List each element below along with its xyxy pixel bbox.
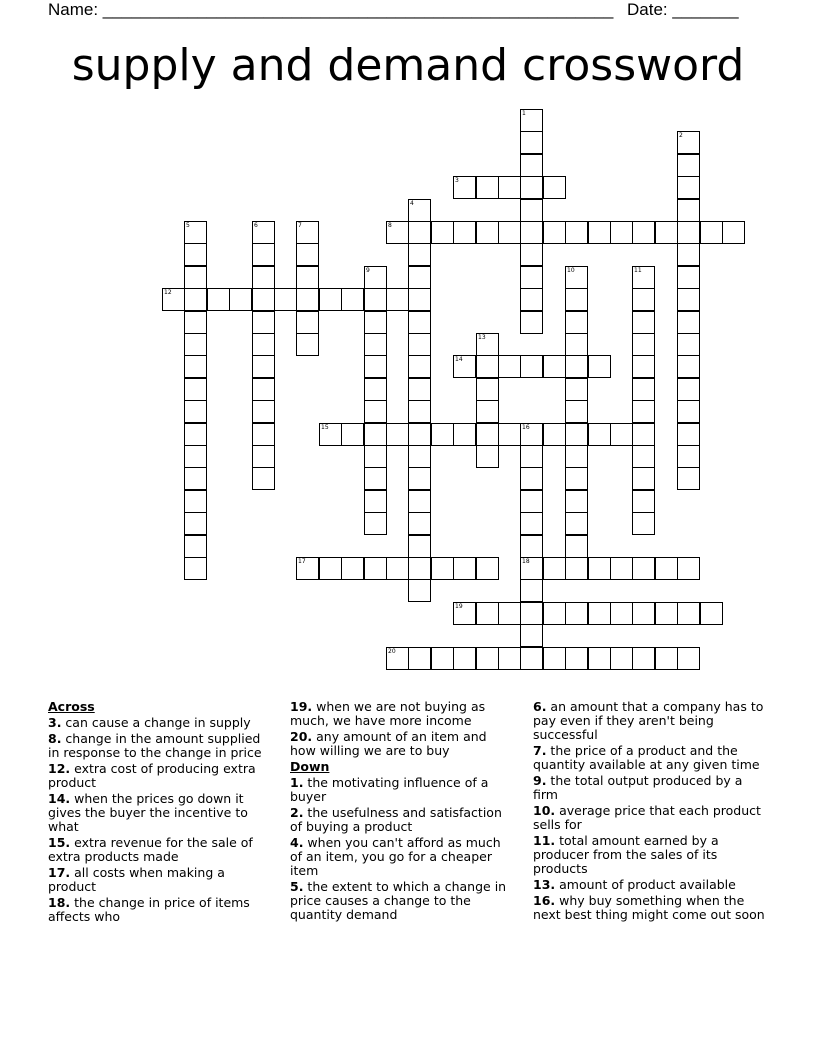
clue-item bbox=[48, 716, 273, 730]
clue-item-number: 17. bbox=[48, 865, 71, 880]
grid-cell[interactable] bbox=[565, 355, 588, 378]
grid-cell[interactable] bbox=[408, 557, 431, 580]
grid-cell[interactable] bbox=[184, 467, 207, 490]
grid-cell[interactable] bbox=[453, 602, 476, 625]
grid-cell[interactable] bbox=[162, 288, 185, 311]
clue-number: 7 bbox=[298, 222, 302, 229]
clue-item-number: 10. bbox=[533, 803, 556, 818]
clue-number: 2 bbox=[679, 132, 683, 139]
grid-cell[interactable] bbox=[453, 355, 476, 378]
grid-cell[interactable] bbox=[565, 311, 588, 334]
grid-cell[interactable] bbox=[565, 467, 588, 490]
grid-cell[interactable] bbox=[341, 288, 364, 311]
grid-cell[interactable] bbox=[677, 221, 700, 244]
grid-cell[interactable] bbox=[408, 512, 431, 535]
clue-item-number: 20. bbox=[290, 729, 313, 744]
grid-cell[interactable] bbox=[364, 445, 387, 468]
grid-cell[interactable] bbox=[252, 467, 275, 490]
grid-cell[interactable] bbox=[588, 355, 611, 378]
grid-cell[interactable] bbox=[520, 288, 543, 311]
clue-number: 15 bbox=[321, 424, 329, 431]
grid-cell[interactable] bbox=[364, 311, 387, 334]
clue-item-number: 11. bbox=[533, 833, 556, 848]
clue-item bbox=[533, 894, 768, 922]
clue-item-number: 2. bbox=[290, 805, 304, 820]
clue-number: 1 bbox=[522, 110, 526, 117]
grid-cell[interactable] bbox=[184, 333, 207, 356]
grid-cell[interactable] bbox=[700, 221, 723, 244]
grid-cell[interactable] bbox=[565, 266, 588, 289]
grid-cell[interactable] bbox=[677, 176, 700, 199]
grid-cell[interactable] bbox=[543, 355, 566, 378]
grid-cell[interactable] bbox=[632, 467, 655, 490]
clues-column-2 bbox=[290, 700, 515, 924]
grid-cell[interactable] bbox=[296, 266, 319, 289]
clue-item bbox=[290, 700, 515, 728]
grid-cell[interactable] bbox=[632, 490, 655, 513]
grid-cell[interactable] bbox=[677, 266, 700, 289]
clue-item bbox=[290, 880, 515, 922]
grid-cell[interactable] bbox=[520, 243, 543, 266]
grid-cell[interactable] bbox=[476, 445, 499, 468]
grid-cell[interactable] bbox=[386, 288, 409, 311]
clue-item bbox=[48, 836, 273, 864]
grid-cell[interactable] bbox=[341, 423, 364, 446]
clue-item-text: when you can't afford as much of an item, you go for a cheaper item bbox=[290, 835, 501, 878]
grid-cell[interactable] bbox=[252, 423, 275, 446]
grid-cell[interactable] bbox=[296, 311, 319, 334]
grid-cell[interactable] bbox=[520, 467, 543, 490]
clue-item-text: an amount that a company has to pay even if they aren't being successful bbox=[533, 699, 764, 742]
grid-cell[interactable] bbox=[520, 490, 543, 513]
clues-column-1 bbox=[48, 700, 273, 926]
grid-cell[interactable] bbox=[386, 647, 409, 670]
grid-cell[interactable] bbox=[632, 378, 655, 401]
grid-cell[interactable] bbox=[565, 602, 588, 625]
grid-cell[interactable] bbox=[632, 311, 655, 334]
grid-cell[interactable] bbox=[408, 288, 431, 311]
clue-item bbox=[533, 774, 768, 802]
grid-cell[interactable] bbox=[408, 647, 431, 670]
grid-cell[interactable] bbox=[476, 400, 499, 423]
clue-item-text: the motivating influence of a buyer bbox=[290, 775, 489, 804]
grid-cell[interactable] bbox=[677, 378, 700, 401]
grid-cell[interactable] bbox=[520, 557, 543, 580]
grid-cell[interactable] bbox=[677, 288, 700, 311]
clue-number: 8 bbox=[388, 222, 392, 229]
grid-cell[interactable] bbox=[565, 557, 588, 580]
grid-cell[interactable] bbox=[476, 602, 499, 625]
grid-cell[interactable] bbox=[184, 557, 207, 580]
clue-item bbox=[533, 804, 768, 832]
grid-cell[interactable] bbox=[565, 512, 588, 535]
grid-cell[interactable] bbox=[610, 602, 633, 625]
grid-cell[interactable] bbox=[184, 490, 207, 513]
grid-cell[interactable] bbox=[476, 355, 499, 378]
grid-cell[interactable] bbox=[386, 423, 409, 446]
grid-cell[interactable] bbox=[252, 311, 275, 334]
clue-item-number: 9. bbox=[533, 773, 547, 788]
clue-item bbox=[48, 792, 273, 834]
grid-cell[interactable] bbox=[655, 557, 678, 580]
grid-cell[interactable] bbox=[408, 535, 431, 558]
clues-column-3 bbox=[533, 700, 768, 924]
grid-cell[interactable] bbox=[520, 445, 543, 468]
grid-cell[interactable] bbox=[677, 199, 700, 222]
grid-cell[interactable] bbox=[184, 423, 207, 446]
clue-item-number: 14. bbox=[48, 791, 71, 806]
clue-number: 5 bbox=[186, 222, 190, 229]
grid-cell[interactable] bbox=[565, 647, 588, 670]
clue-item-text: total amount earned by a producer from the sales of its products bbox=[533, 833, 719, 876]
clue-number: 17 bbox=[298, 558, 306, 565]
grid-cell[interactable] bbox=[453, 647, 476, 670]
clue-item-text: change in the amount supplied in response to the change in price bbox=[48, 731, 262, 760]
grid-cell[interactable] bbox=[588, 423, 611, 446]
grid-cell[interactable] bbox=[565, 423, 588, 446]
grid-cell[interactable] bbox=[520, 647, 543, 670]
grid-cell[interactable] bbox=[632, 647, 655, 670]
grid-cell[interactable] bbox=[677, 445, 700, 468]
grid-cell[interactable] bbox=[431, 423, 454, 446]
grid-cell[interactable] bbox=[588, 221, 611, 244]
clue-item bbox=[48, 732, 273, 760]
clue-item-text: the usefulness and satisfaction of buying a product bbox=[290, 805, 502, 834]
grid-cell[interactable] bbox=[229, 288, 252, 311]
clue-item-text: any amount of an item and how willing we are to buy bbox=[290, 729, 487, 758]
grid-cell[interactable] bbox=[520, 199, 543, 222]
grid-cell[interactable] bbox=[520, 624, 543, 647]
clue-item bbox=[290, 776, 515, 804]
clue-item-text: why buy something when the next best thing might come out soon bbox=[533, 893, 765, 922]
grid-cell[interactable] bbox=[431, 557, 454, 580]
clue-item-text: average price that each product sells for bbox=[533, 803, 761, 832]
grid-cell[interactable] bbox=[520, 512, 543, 535]
clue-number: 6 bbox=[254, 222, 258, 229]
grid-cell[interactable] bbox=[520, 535, 543, 558]
clue-number: 9 bbox=[366, 267, 370, 274]
grid-cell[interactable] bbox=[364, 512, 387, 535]
grid-cell[interactable] bbox=[520, 266, 543, 289]
grid-cell[interactable] bbox=[677, 131, 700, 154]
grid-cell[interactable] bbox=[408, 355, 431, 378]
grid-cell[interactable] bbox=[677, 333, 700, 356]
grid-cell[interactable] bbox=[453, 176, 476, 199]
across-heading: Across bbox=[48, 699, 95, 714]
grid-cell[interactable] bbox=[252, 288, 275, 311]
grid-cell[interactable] bbox=[476, 423, 499, 446]
grid-cell[interactable] bbox=[476, 333, 499, 356]
grid-cell[interactable] bbox=[565, 445, 588, 468]
clue-item bbox=[290, 806, 515, 834]
grid-cell[interactable] bbox=[498, 355, 521, 378]
grid-cell[interactable] bbox=[632, 221, 655, 244]
grid-cell[interactable] bbox=[610, 557, 633, 580]
clue-item-text: extra cost of producing extra product bbox=[48, 761, 256, 790]
grid-cell[interactable] bbox=[498, 602, 521, 625]
clue-item bbox=[533, 744, 768, 772]
grid-cell[interactable] bbox=[252, 378, 275, 401]
grid-cell[interactable] bbox=[632, 423, 655, 446]
grid-cell[interactable] bbox=[296, 333, 319, 356]
grid-cell[interactable] bbox=[655, 602, 678, 625]
clue-item-number: 5. bbox=[290, 879, 304, 894]
clue-item-text: when we are not buying as much, we have more income bbox=[290, 699, 486, 728]
grid-cell[interactable] bbox=[296, 557, 319, 580]
grid-cell[interactable] bbox=[520, 176, 543, 199]
page-title: supply and demand crossword bbox=[71, 40, 745, 91]
name-line: Name: ______________________________________________________ bbox=[48, 0, 614, 19]
grid-cell[interactable] bbox=[498, 423, 521, 446]
clue-item bbox=[48, 896, 273, 924]
clue-item-number: 1. bbox=[290, 775, 304, 790]
grid-cell[interactable] bbox=[364, 400, 387, 423]
grid-cell[interactable] bbox=[543, 221, 566, 244]
grid-cell[interactable] bbox=[408, 579, 431, 602]
grid-cell[interactable] bbox=[453, 557, 476, 580]
grid-cell[interactable] bbox=[722, 221, 745, 244]
grid-cell[interactable] bbox=[610, 221, 633, 244]
clue-item bbox=[533, 834, 768, 876]
clue-item-text: the price of a product and the quantity available at any given time bbox=[533, 743, 760, 772]
clue-number: 19 bbox=[455, 603, 463, 610]
clue-item-text: when the prices go down it gives the buyer the incentive to what bbox=[48, 791, 248, 834]
grid-cell[interactable] bbox=[700, 602, 723, 625]
grid-cell[interactable] bbox=[565, 221, 588, 244]
clue-number: 12 bbox=[164, 289, 172, 296]
grid-cell[interactable] bbox=[184, 378, 207, 401]
grid-cell[interactable] bbox=[274, 288, 297, 311]
grid-cell[interactable] bbox=[543, 557, 566, 580]
grid-cell[interactable] bbox=[677, 311, 700, 334]
grid-cell[interactable] bbox=[364, 423, 387, 446]
grid-cell[interactable] bbox=[565, 288, 588, 311]
grid-cell[interactable] bbox=[498, 176, 521, 199]
grid-cell[interactable] bbox=[677, 243, 700, 266]
clue-number: 10 bbox=[567, 267, 575, 274]
grid-cell[interactable] bbox=[364, 490, 387, 513]
grid-cell[interactable] bbox=[319, 557, 342, 580]
grid-cell[interactable] bbox=[520, 602, 543, 625]
grid-cell[interactable] bbox=[677, 557, 700, 580]
grid-cell[interactable] bbox=[364, 467, 387, 490]
grid-cell[interactable] bbox=[588, 602, 611, 625]
clue-item-text: the extent to which a change in price causes a change to the quantity demand bbox=[290, 879, 507, 922]
grid-cell[interactable] bbox=[296, 243, 319, 266]
grid-cell[interactable] bbox=[476, 176, 499, 199]
grid-cell[interactable] bbox=[520, 355, 543, 378]
grid-cell[interactable] bbox=[476, 378, 499, 401]
clue-item bbox=[48, 866, 273, 894]
grid-cell[interactable] bbox=[677, 467, 700, 490]
grid-cell[interactable] bbox=[498, 647, 521, 670]
grid-cell[interactable] bbox=[520, 311, 543, 334]
grid-cell[interactable] bbox=[364, 355, 387, 378]
grid-cell[interactable] bbox=[565, 490, 588, 513]
grid-cell[interactable] bbox=[408, 243, 431, 266]
grid-cell[interactable] bbox=[677, 154, 700, 177]
clue-number: 11 bbox=[634, 267, 642, 274]
clue-number: 13 bbox=[478, 334, 486, 341]
grid-cell[interactable] bbox=[252, 266, 275, 289]
grid-cell[interactable] bbox=[364, 333, 387, 356]
grid-cell[interactable] bbox=[543, 423, 566, 446]
grid-cell[interactable] bbox=[408, 311, 431, 334]
grid-cell[interactable] bbox=[408, 199, 431, 222]
grid-cell[interactable] bbox=[520, 131, 543, 154]
grid-cell[interactable] bbox=[364, 288, 387, 311]
grid-cell[interactable] bbox=[184, 400, 207, 423]
grid-cell[interactable] bbox=[632, 400, 655, 423]
clue-number: 18 bbox=[522, 558, 530, 565]
grid-cell[interactable] bbox=[565, 378, 588, 401]
grid-cell[interactable] bbox=[364, 266, 387, 289]
grid-cell[interactable] bbox=[408, 333, 431, 356]
grid-cell[interactable] bbox=[476, 221, 499, 244]
grid-cell[interactable] bbox=[408, 467, 431, 490]
grid-cell[interactable] bbox=[184, 288, 207, 311]
grid-cell[interactable] bbox=[543, 176, 566, 199]
grid-cell[interactable] bbox=[610, 423, 633, 446]
grid-cell[interactable] bbox=[319, 423, 342, 446]
clue-number: 4 bbox=[410, 200, 414, 207]
grid-cell[interactable] bbox=[184, 512, 207, 535]
grid-cell[interactable] bbox=[408, 266, 431, 289]
grid-cell[interactable] bbox=[565, 400, 588, 423]
clue-item-number: 12. bbox=[48, 761, 71, 776]
grid-cell[interactable] bbox=[632, 557, 655, 580]
grid-cell[interactable] bbox=[184, 445, 207, 468]
grid-cell[interactable] bbox=[588, 647, 611, 670]
clue-number: 16 bbox=[522, 424, 530, 431]
clue-item-text: extra revenue for the sale of extra products made bbox=[48, 835, 253, 864]
grid-cell[interactable] bbox=[677, 355, 700, 378]
grid-cell[interactable] bbox=[296, 221, 319, 244]
clue-number: 3 bbox=[455, 177, 459, 184]
grid-cell[interactable] bbox=[431, 647, 454, 670]
grid-cell[interactable] bbox=[476, 557, 499, 580]
grid-cell[interactable] bbox=[184, 535, 207, 558]
grid-cell[interactable] bbox=[408, 378, 431, 401]
grid-cell[interactable] bbox=[632, 512, 655, 535]
grid-cell[interactable] bbox=[252, 400, 275, 423]
clue-item bbox=[533, 878, 768, 892]
clue-item-number: 19. bbox=[290, 699, 313, 714]
grid-cell[interactable] bbox=[632, 445, 655, 468]
grid-cell[interactable] bbox=[453, 221, 476, 244]
clue-item-number: 8. bbox=[48, 731, 62, 746]
grid-cell[interactable] bbox=[655, 647, 678, 670]
grid-cell[interactable] bbox=[252, 333, 275, 356]
grid-cell[interactable] bbox=[543, 647, 566, 670]
grid-cell[interactable] bbox=[184, 355, 207, 378]
grid-cell[interactable] bbox=[677, 602, 700, 625]
clue-item-text: all costs when making a product bbox=[48, 865, 225, 894]
grid-cell[interactable] bbox=[565, 333, 588, 356]
grid-cell[interactable] bbox=[588, 557, 611, 580]
grid-cell[interactable] bbox=[408, 400, 431, 423]
grid-cell[interactable] bbox=[677, 400, 700, 423]
grid-cell[interactable] bbox=[677, 647, 700, 670]
grid-cell[interactable] bbox=[520, 109, 543, 132]
clue-item-number: 4. bbox=[290, 835, 304, 850]
grid-cell[interactable] bbox=[520, 154, 543, 177]
clue-item-text: can cause a change in supply bbox=[61, 715, 251, 730]
grid-cell[interactable] bbox=[632, 602, 655, 625]
clue-item-number: 16. bbox=[533, 893, 556, 908]
grid-cell[interactable] bbox=[655, 221, 678, 244]
grid-cell[interactable] bbox=[408, 221, 431, 244]
grid-cell[interactable] bbox=[252, 221, 275, 244]
clue-item bbox=[290, 730, 515, 758]
grid-cell[interactable] bbox=[408, 445, 431, 468]
grid-cell[interactable] bbox=[632, 288, 655, 311]
grid-cell[interactable] bbox=[520, 423, 543, 446]
grid-cell[interactable] bbox=[677, 423, 700, 446]
grid-cell[interactable] bbox=[408, 423, 431, 446]
grid-cell[interactable] bbox=[184, 243, 207, 266]
clue-item bbox=[48, 762, 273, 790]
grid-cell[interactable] bbox=[386, 557, 409, 580]
grid-cell[interactable] bbox=[632, 266, 655, 289]
clue-item bbox=[533, 700, 768, 742]
grid-cell[interactable] bbox=[520, 579, 543, 602]
grid-cell[interactable] bbox=[408, 490, 431, 513]
grid-cell[interactable] bbox=[431, 221, 454, 244]
clue-item-number: 6. bbox=[533, 699, 547, 714]
grid-cell[interactable] bbox=[386, 221, 409, 244]
grid-cell[interactable] bbox=[364, 557, 387, 580]
grid-cell[interactable] bbox=[207, 288, 230, 311]
grid-cell[interactable] bbox=[632, 333, 655, 356]
grid-cell[interactable] bbox=[632, 355, 655, 378]
clue-number: 20 bbox=[388, 648, 396, 655]
grid-cell[interactable] bbox=[184, 266, 207, 289]
grid-cell[interactable] bbox=[610, 647, 633, 670]
grid-cell[interactable] bbox=[252, 355, 275, 378]
grid-cell[interactable] bbox=[453, 423, 476, 446]
clue-item-text: the total output produced by a firm bbox=[533, 773, 743, 802]
clue-item-text: the change in price of items affects who bbox=[48, 895, 250, 924]
clue-item-number: 15. bbox=[48, 835, 71, 850]
grid-cell[interactable] bbox=[543, 602, 566, 625]
clue-item-number: 13. bbox=[533, 877, 556, 892]
down-heading: Down bbox=[290, 759, 330, 774]
clue-item-text: amount of product available bbox=[555, 877, 736, 892]
grid-cell[interactable] bbox=[364, 378, 387, 401]
clue-item-number: 18. bbox=[48, 895, 71, 910]
date-line: Date: _______ bbox=[627, 0, 739, 19]
clue-item-number: 3. bbox=[48, 715, 62, 730]
clue-item bbox=[290, 836, 515, 878]
grid-cell[interactable] bbox=[498, 221, 521, 244]
grid-cell[interactable] bbox=[476, 647, 499, 670]
grid-cell[interactable] bbox=[341, 557, 364, 580]
grid-cell[interactable] bbox=[319, 288, 342, 311]
grid-cell[interactable] bbox=[184, 221, 207, 244]
grid-cell[interactable] bbox=[565, 535, 588, 558]
grid-cell[interactable] bbox=[184, 311, 207, 334]
grid-cell[interactable] bbox=[252, 243, 275, 266]
grid-cell[interactable] bbox=[520, 221, 543, 244]
grid-cell[interactable] bbox=[296, 288, 319, 311]
clue-number: 14 bbox=[455, 356, 463, 363]
grid-cell[interactable] bbox=[252, 445, 275, 468]
clue-item-number: 7. bbox=[533, 743, 547, 758]
